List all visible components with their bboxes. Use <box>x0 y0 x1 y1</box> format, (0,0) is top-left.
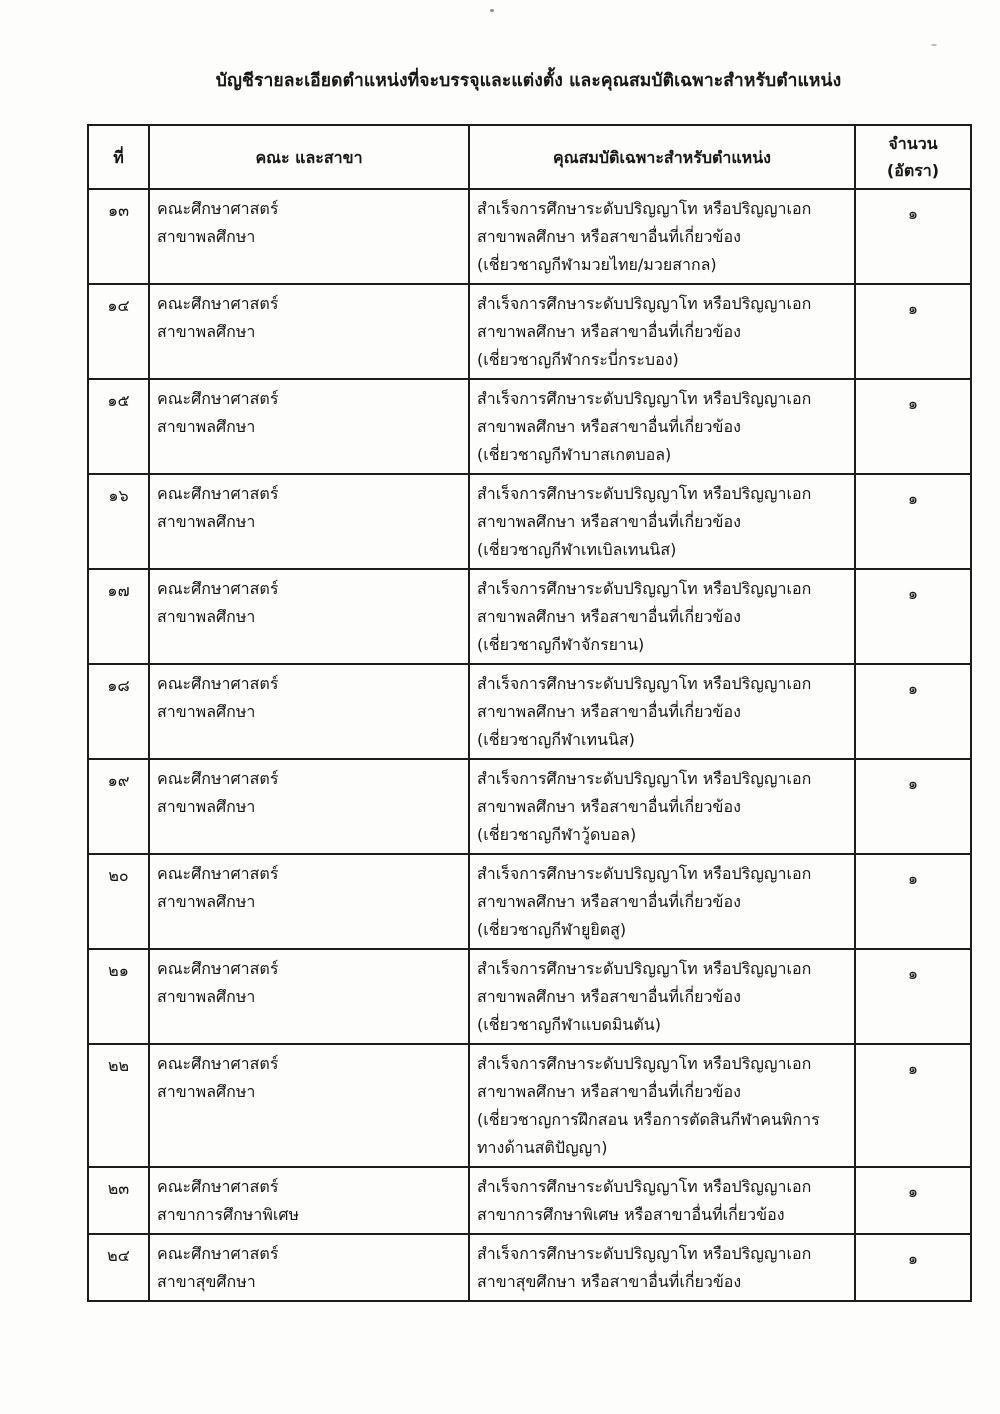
qualification-line: สำเร็จการศึกษาระดับปริญญาโท หรือปริญญาเอก <box>477 959 812 978</box>
header-count-line1: จำนวน <box>888 134 938 153</box>
faculty-line: คณะศึกษาศาสตร์ <box>157 294 279 313</box>
qualification-line: สาขาพลศึกษา หรือสาขาอื่นที่เกี่ยวข้อง <box>477 607 741 626</box>
qualification-cell <box>469 1044 855 1167</box>
qualification-line: สาขาพลศึกษา หรือสาขาอื่นที่เกี่ยวข้อง <box>477 702 741 721</box>
faculty-line: สาขาพลศึกษา <box>157 607 256 626</box>
faculty-line: สาขาพลศึกษา <box>157 322 256 341</box>
faculty-cell <box>149 284 469 379</box>
qualification-cell <box>469 854 855 949</box>
table-row <box>88 1234 971 1301</box>
table-row <box>88 1167 971 1234</box>
table-body <box>88 189 971 1301</box>
faculty-cell <box>149 1044 469 1167</box>
row-number: ๑๕ <box>88 379 149 474</box>
qualification-cell <box>469 284 855 379</box>
scan-speck-right <box>931 44 937 46</box>
faculty-cell <box>149 664 469 759</box>
row-number: ๑๗ <box>88 569 149 664</box>
faculty-line: คณะศึกษาศาสตร์ <box>157 1054 279 1073</box>
row-number: ๑๙ <box>88 759 149 854</box>
qualification-line: (เชี่ยวชาญกีฬาเทเบิลเทนนิส) <box>477 540 677 559</box>
faculty-cell <box>149 474 469 569</box>
qualification-cell <box>469 189 855 284</box>
qualification-line: สำเร็จการศึกษาระดับปริญญาโท หรือปริญญาเอก <box>477 579 812 598</box>
header-qualification-label: คุณสมบัติเฉพาะสำหรับตำแหน่ง <box>553 147 771 167</box>
row-number: ๒๓ <box>88 1167 149 1234</box>
faculty-cell <box>149 569 469 664</box>
qualification-line: สำเร็จการศึกษาระดับปริญญาโท หรือปริญญาเอก <box>477 674 812 693</box>
faculty-line: คณะศึกษาศาสตร์ <box>157 579 279 598</box>
qualification-line: สำเร็จการศึกษาระดับปริญญาโท หรือปริญญาเอก <box>477 199 812 218</box>
faculty-line: คณะศึกษาศาสตร์ <box>157 1177 279 1196</box>
qualification-line: (เชี่ยวชาญกีฬามวยไทย/มวยสากล) <box>477 255 717 274</box>
qualification-line: (เชี่ยวชาญกีฬาแบดมินตัน) <box>477 1015 661 1034</box>
faculty-line: สาขาสุขศึกษา <box>157 1272 256 1291</box>
faculty-line: สาขาพลศึกษา <box>157 1082 256 1101</box>
qualification-line: สำเร็จการศึกษาระดับปริญญาโท หรือปริญญาเอก <box>477 484 812 503</box>
qualification-line: สาขาพลศึกษา หรือสาขาอื่นที่เกี่ยวข้อง <box>477 1082 741 1101</box>
qualification-line: (เชี่ยวชาญกีฬาจักรยาน) <box>477 635 645 654</box>
qualification-line: สำเร็จการศึกษาระดับปริญญาโท หรือปริญญาเอก <box>477 294 812 313</box>
header-no-label: ที่ <box>113 147 124 167</box>
header-qualification <box>469 125 855 189</box>
faculty-line: สาขาพลศึกษา <box>157 512 256 531</box>
header-faculty-label: คณะ และสาขา <box>255 147 363 167</box>
row-number: ๑๖ <box>88 474 149 569</box>
qualification-line: สาขาการศึกษาพิเศษ หรือสาขาอื่นที่เกี่ยวข้อง <box>477 1205 785 1224</box>
qualification-line: ทางด้านสติปัญญา) <box>477 1138 608 1157</box>
faculty-line: คณะศึกษาศาสตร์ <box>157 959 279 978</box>
qualification-line: สำเร็จการศึกษาระดับปริญญาโท หรือปริญญาเอก <box>477 769 812 788</box>
count-cell: ๑ <box>855 664 971 759</box>
faculty-line: คณะศึกษาศาสตร์ <box>157 389 279 408</box>
faculty-line: คณะศึกษาศาสตร์ <box>157 769 279 788</box>
positions-table <box>87 124 972 1302</box>
qualification-line: สำเร็จการศึกษาระดับปริญญาโท หรือปริญญาเอก <box>477 389 812 408</box>
faculty-line: สาขาพลศึกษา <box>157 987 256 1006</box>
header-count <box>855 125 971 189</box>
row-number: ๑๔ <box>88 284 149 379</box>
faculty-line: คณะศึกษาศาสตร์ <box>157 484 279 503</box>
count-cell: ๑ <box>855 284 971 379</box>
qualification-line: (เชี่ยวชาญกีฬาเทนนิส) <box>477 730 635 749</box>
qualification-line: สำเร็จการศึกษาระดับปริญญาโท หรือปริญญาเอก <box>477 1177 812 1196</box>
faculty-line: คณะศึกษาศาสตร์ <box>157 199 279 218</box>
faculty-line: สาขาพลศึกษา <box>157 417 256 436</box>
qualification-line: สาขาพลศึกษา หรือสาขาอื่นที่เกี่ยวข้อง <box>477 987 741 1006</box>
count-cell: ๑ <box>855 1234 971 1301</box>
faculty-line: สาขาการศึกษาพิเศษ <box>157 1205 300 1224</box>
qualification-cell <box>469 759 855 854</box>
qualification-line: สาขาพลศึกษา หรือสาขาอื่นที่เกี่ยวข้อง <box>477 417 741 436</box>
qualification-line: (เชี่ยวชาญการฝึกสอน หรือการตัดสินกีฬาคนพิการ <box>477 1110 820 1129</box>
count-cell: ๑ <box>855 759 971 854</box>
header-no <box>88 125 149 189</box>
table-row <box>88 854 971 949</box>
scan-speck-top <box>490 9 494 12</box>
table-row <box>88 474 971 569</box>
qualification-line: สำเร็จการศึกษาระดับปริญญาโท หรือปริญญาเอก <box>477 864 812 883</box>
count-cell: ๑ <box>855 379 971 474</box>
faculty-cell <box>149 854 469 949</box>
faculty-cell <box>149 379 469 474</box>
qualification-line: สาขาสุขศึกษา หรือสาขาอื่นที่เกี่ยวข้อง <box>477 1272 742 1291</box>
count-cell: ๑ <box>855 474 971 569</box>
faculty-line: สาขาพลศึกษา <box>157 702 256 721</box>
qualification-line: สาขาพลศึกษา หรือสาขาอื่นที่เกี่ยวข้อง <box>477 227 741 246</box>
row-number: ๒๑ <box>88 949 149 1044</box>
table-row <box>88 189 971 284</box>
qualification-cell <box>469 664 855 759</box>
faculty-cell <box>149 1167 469 1234</box>
faculty-cell <box>149 189 469 284</box>
faculty-line: สาขาพลศึกษา <box>157 797 256 816</box>
qualification-cell <box>469 379 855 474</box>
qualification-cell <box>469 1167 855 1234</box>
count-cell: ๑ <box>855 854 971 949</box>
qualification-cell <box>469 949 855 1044</box>
row-number: ๑๓ <box>88 189 149 284</box>
table-row <box>88 379 971 474</box>
qualification-cell <box>469 1234 855 1301</box>
faculty-line: คณะศึกษาศาสตร์ <box>157 1244 279 1263</box>
qualification-line: (เชี่ยวชาญกีฬากระบี่กระบอง) <box>477 350 679 369</box>
count-cell: ๑ <box>855 569 971 664</box>
faculty-line: สาขาพลศึกษา <box>157 227 256 246</box>
faculty-cell <box>149 949 469 1044</box>
table-row <box>88 284 971 379</box>
table-row <box>88 759 971 854</box>
qualification-line: สาขาพลศึกษา หรือสาขาอื่นที่เกี่ยวข้อง <box>477 322 741 341</box>
qualification-cell <box>469 474 855 569</box>
count-cell: ๑ <box>855 1167 971 1234</box>
count-cell: ๑ <box>855 189 971 284</box>
table-row <box>88 949 971 1044</box>
row-number: ๑๘ <box>88 664 149 759</box>
table-row <box>88 569 971 664</box>
header-count-line2: (อัตรา) <box>886 161 940 180</box>
qualification-line: (เชี่ยวชาญกีฬาบาสเกตบอล) <box>477 445 672 464</box>
qualification-line: สาขาพลศึกษา หรือสาขาอื่นที่เกี่ยวข้อง <box>477 892 741 911</box>
qualification-line: สำเร็จการศึกษาระดับปริญญาโท หรือปริญญาเอก <box>477 1244 812 1263</box>
row-number: ๒๐ <box>88 854 149 949</box>
count-cell: ๑ <box>855 1044 971 1167</box>
qualification-line: (เชี่ยวชาญกีฬายูยิตสู) <box>477 920 627 939</box>
faculty-cell <box>149 1234 469 1301</box>
table-row <box>88 664 971 759</box>
faculty-cell <box>149 759 469 854</box>
header-faculty <box>149 125 469 189</box>
qualification-line: สาขาพลศึกษา หรือสาขาอื่นที่เกี่ยวข้อง <box>477 797 741 816</box>
table-row <box>88 1044 971 1167</box>
row-number: ๒๒ <box>88 1044 149 1167</box>
qualification-line: สำเร็จการศึกษาระดับปริญญาโท หรือปริญญาเอก <box>477 1054 812 1073</box>
qualification-line: สาขาพลศึกษา หรือสาขาอื่นที่เกี่ยวข้อง <box>477 512 741 531</box>
qualification-line: (เชี่ยวชาญกีฬาวู้ดบอล) <box>477 825 637 844</box>
faculty-line: คณะศึกษาศาสตร์ <box>157 864 279 883</box>
faculty-line: สาขาพลศึกษา <box>157 892 256 911</box>
table-header-row <box>88 125 971 189</box>
document-title: บัญชีรายละเอียดตำแหน่งที่จะบรรจุและแต่งตั้ง และคุณสมบัติเฉพาะสำหรับตำแหน่ง <box>215 71 842 91</box>
row-number: ๒๔ <box>88 1234 149 1301</box>
qualification-cell <box>469 569 855 664</box>
count-cell: ๑ <box>855 949 971 1044</box>
faculty-line: คณะศึกษาศาสตร์ <box>157 674 279 693</box>
